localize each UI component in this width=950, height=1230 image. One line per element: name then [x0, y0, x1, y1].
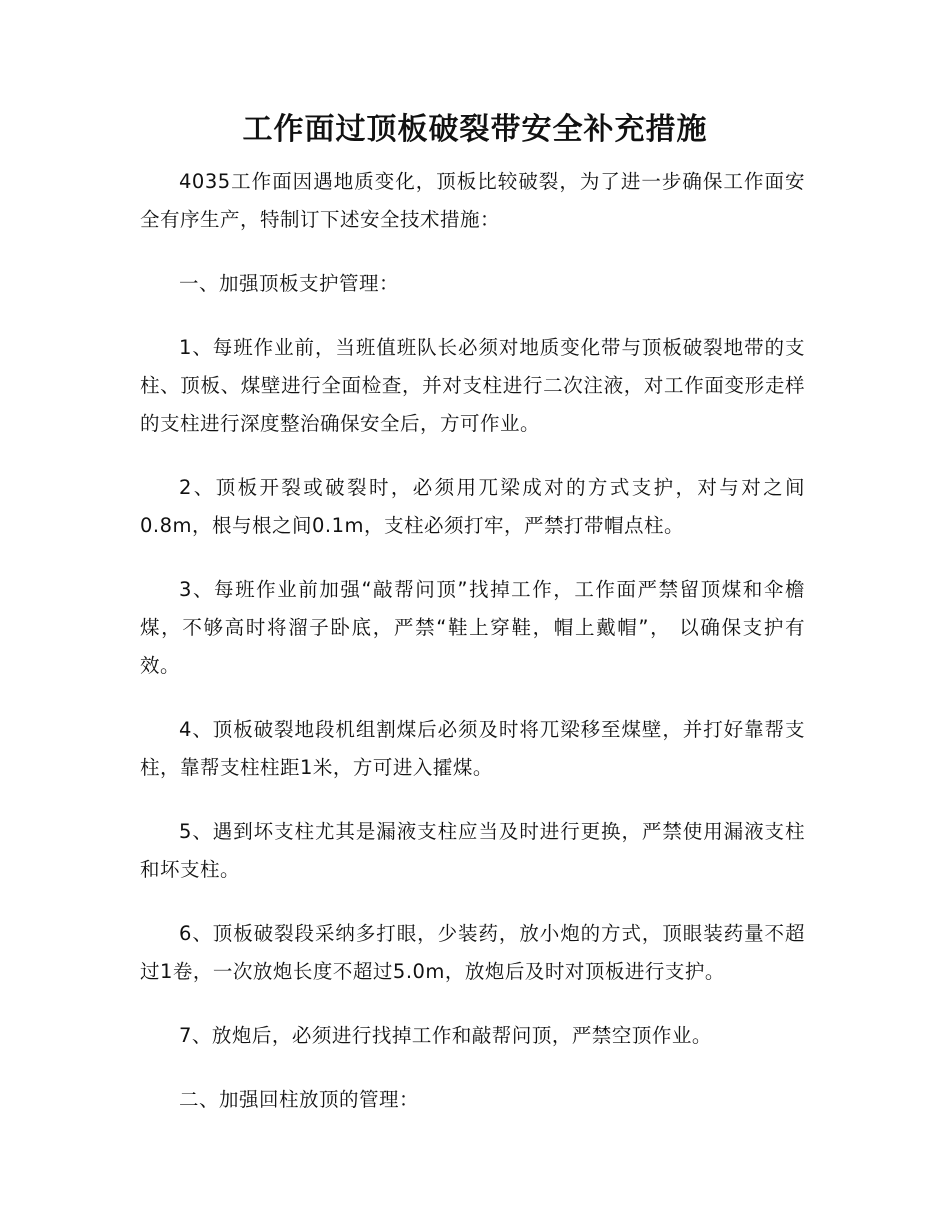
list-item-7: 7、放炮后，必须进行找掉工作和敲帮问顶，严禁空顶作业。	[179, 1024, 712, 1047]
list-item-1: 1、每班作业前，当班值班队长必须对地质变化带与顶板破裂地带的支柱、顶板、煤壁进行全面检查，并对支柱进行二次注液，对工作面变形走样的支柱进行深度整治确保安全后，方可作业。	[140, 336, 805, 435]
intro-paragraph: 4035工作面因遇地质变化，顶板比较破裂，为了进一步确保工作面安全有序生产，特制订下述安全技术措施：	[140, 170, 805, 231]
list-item-5: 5、遇到坏支柱尤其是漏液支柱应当及时进行更换，严禁使用漏液支柱和坏支柱。	[140, 820, 805, 881]
document-body	[140, 163, 805, 1145]
document-title: 工作面过顶板破裂带安全补充措施	[242, 112, 708, 147]
list-item-6: 6、顶板破裂段采纳多打眼，少装药，放小炮的方式，顶眼装药量不超过1卷，一次放炮长度不超过5.0m，放炮后及时对顶板进行支护。	[140, 922, 805, 983]
section-heading-roof-support: 一、加强顶板支护管理：	[179, 272, 400, 295]
section-heading-pillar-recovery: 二、加强回柱放顶的管理：	[179, 1088, 420, 1111]
list-item-3: 3、每班作业前加强“敲帮问顶”找掉工作，工作面严禁留顶煤和伞檐煤，不够高时将溜子卧底，严禁“鞋上穿鞋，帽上戴帽”， 以确保支护有效。	[140, 578, 805, 677]
list-item-2: 2、顶板开裂或破裂时，必须用兀梁成对的方式支护，对与对之间0.8m，根与根之间0.1m，支柱必须打牢，严禁打带帽点柱。	[140, 476, 805, 537]
list-item-4: 4、顶板破裂地段机组割煤后必须及时将兀梁移至煤壁，并打好靠帮支柱，靠帮支柱柱距1米，方可进入攉煤。	[140, 718, 805, 779]
